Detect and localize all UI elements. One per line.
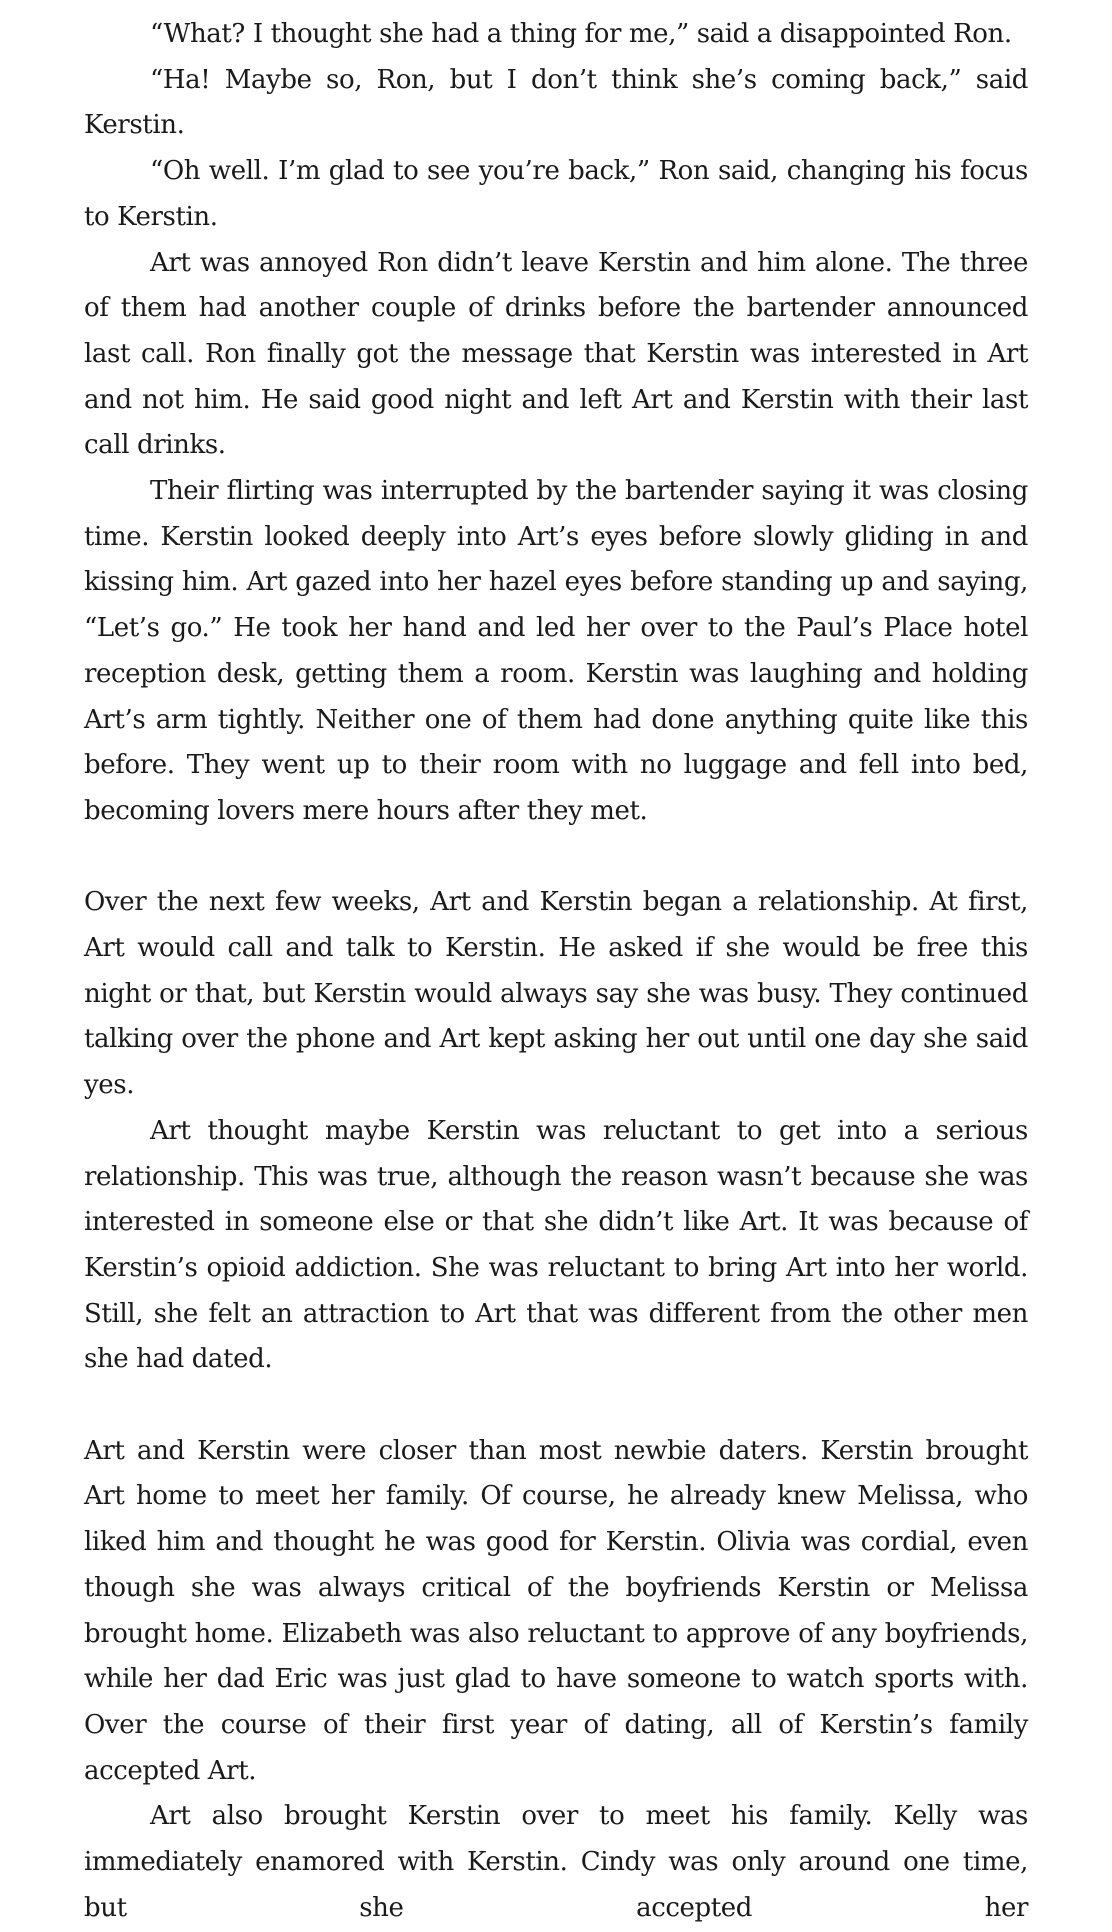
paragraph: Art was annoyed Ron didn’t leave Kerstin and him alone. The three of them had another couple of drinks before the bartender announced last call. Ron finally got the message that Kerstin was interested in Art and not him. He said good night and left Art and Kerstin with their last call drinks.: [84, 247, 1028, 461]
section: [84, 12, 1028, 835]
section: [84, 880, 1028, 1383]
section-break: [84, 1383, 1028, 1429]
section-break: [84, 835, 1028, 881]
paragraph: Over the next few weeks, Art and Kerstin began a relationship. At first, Art would call and talk to Kerstin. He asked if she would be free this night or that, but Kerstin would always say she was busy. They continued talking over the phone and Art kept asking her out until one day she said yes.: [84, 887, 1028, 1101]
section: [84, 1429, 1028, 1932]
paragraph: “Ha! Maybe so, Ron, but I don’t think she’s coming back,” said Kerstin.: [84, 64, 1028, 141]
paragraph: “Oh well. I’m glad to see you’re back,” Ron said, changing his focus to Kerstin.: [84, 156, 1028, 232]
paragraph: Their flirting was interrupted by the bartender saying it was closing time. Kerstin looked deeply into Art’s eyes before slowly gliding in and kissing him. Art gazed into her hazel eyes before standing up and saying, “Let’s go.” He took her hand and led her over to the Paul’s Place hotel reception desk, getting them a room. Kerstin was laughing and holding Art’s arm tightly. Neither one of them had done anything quite like this before. They went up to their room with no luggage and fell into bed, becoming lovers mere hours after they met.: [84, 476, 1028, 826]
paragraph-last: Art also brought Kerstin over to meet his family. Kelly was immediately enamored with Kerstin. Cindy was only around one time, but she accepted her: [84, 1801, 1028, 1923]
paragraph: Art and Kerstin were closer than most newbie daters. Kerstin brought Art home to meet her family. Of course, he already knew Melissa, who liked him and thought he was good for Kerstin. Olivia was cordial, even though she was always critical of the boyfriends Kerstin or Melissa brought home. Elizabeth was also reluctant to approve of any boyfriends, while her dad Eric was just glad to have someone to watch sports with. Over the course of their first year of dating, all of Kerstin’s family accepted Art.: [84, 1435, 1028, 1786]
paragraph: “What? I thought she had a thing for me,” said a disappointed Ron.: [150, 19, 1012, 49]
paragraph: Art thought maybe Kerstin was reluctant to get into a serious relationship. This was true, although the reason wasn’t because she was interested in someone else or that she didn’t like Art. It was because of Kerstin’s opioid addiction. She was reluctant to bring Art into her world. Still, she felt an attraction to Art that was different from the other men she had dated.: [84, 1115, 1028, 1375]
book-page: [84, 12, 1028, 1932]
